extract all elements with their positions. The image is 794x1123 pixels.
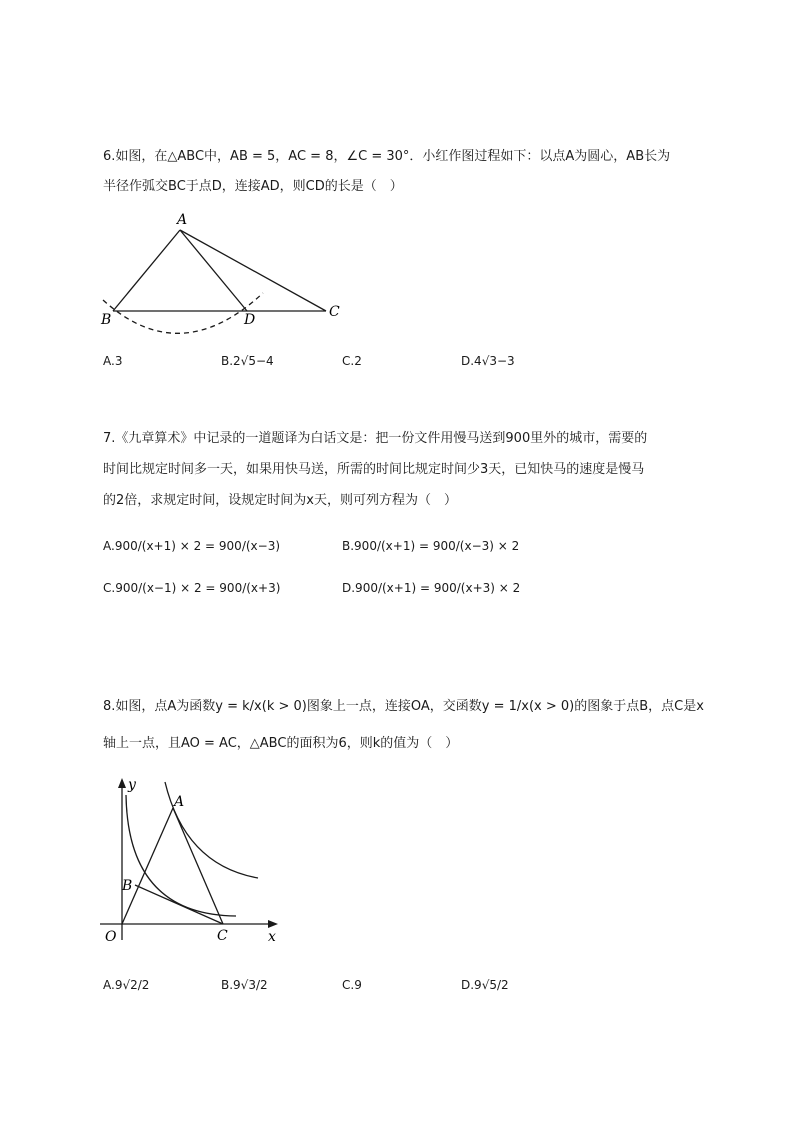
q7-text-line3: 的2倍，求规定时间，设规定时间为x天，则可列方程为（ ） xyxy=(103,493,457,508)
q8-label-x: x xyxy=(268,929,276,945)
q8-segment-OA xyxy=(122,808,173,924)
q8-option-a: A.9√2/2 xyxy=(103,978,150,992)
q8-label-y: y xyxy=(128,777,136,793)
q6-text-line1: 6.如图，在△ABC中，AB = 5，AC = 8，∠C = 30°．小红作图过程如下：以点A为圆心，AB长为 xyxy=(103,149,671,164)
q6-arc xyxy=(103,293,263,333)
q8-text-line1: 8.如图，点A为函数y = k/x(k > 0)图象上一点，连接OA，交函数y = 1/x(x > 0)的图象于点B，点C是x xyxy=(103,699,704,714)
q6-option-b: B.2√5−4 xyxy=(221,354,274,368)
q8-curve-k-over-x xyxy=(165,782,258,878)
q8-segment-BC xyxy=(135,885,223,924)
q7-text-line2: 时间比规定时间多一天，如果用快马送，所需的时间比规定时间少3天，已知快马的速度是慢马 xyxy=(103,462,645,477)
q8-segment-AC xyxy=(173,808,223,924)
q8-option-d: D.9√5/2 xyxy=(461,978,509,992)
q7-option-a: A.900/(x+1) × 2 = 900/(x−3) xyxy=(103,539,281,553)
q8-y-axis-arrow xyxy=(118,778,126,788)
q8-label-O: O xyxy=(105,929,117,945)
q6-label-B: B xyxy=(101,312,112,328)
q6-segment-AC xyxy=(180,230,326,311)
q6-segment-AD xyxy=(180,230,247,311)
q8-label-C: C xyxy=(217,928,228,944)
q7-text-line1: 7.《九章算术》中记录的一道题译为白话文是：把一份文件用慢马送到900里外的城市，需要的 xyxy=(103,431,648,446)
q6-segment-AB xyxy=(113,230,180,311)
q6-label-D: D xyxy=(244,312,256,328)
q8-option-b: B.9√3/2 xyxy=(221,978,268,992)
q6-option-d: D.4√3−3 xyxy=(461,354,515,368)
q7-option-d: D.900/(x+1) = 900/(x+3) × 2 xyxy=(342,581,521,595)
q6-label-C: C xyxy=(329,304,340,320)
q8-curve-1-over-x xyxy=(126,795,236,916)
q8-option-c: C.9 xyxy=(342,978,362,992)
q7-option-c: C.900/(x−1) × 2 = 900/(x+3) xyxy=(103,581,281,595)
q8-label-B: B xyxy=(122,878,133,894)
q6-text-line2: 半径作弧交BC于点D，连接AD，则CD的长是（ ） xyxy=(103,179,403,194)
q6-label-A: A xyxy=(177,212,188,228)
q6-option-c: C.2 xyxy=(342,354,362,368)
q8-label-A: A xyxy=(174,794,185,810)
q7-option-b: B.900/(x+1) = 900/(x−3) × 2 xyxy=(342,539,520,553)
q8-x-axis-arrow xyxy=(268,920,278,928)
q6-option-a: A.3 xyxy=(103,354,123,368)
q8-text-line2: 轴上一点，且AO = AC，△ABC的面积为6，则k的值为（ ） xyxy=(103,736,459,751)
